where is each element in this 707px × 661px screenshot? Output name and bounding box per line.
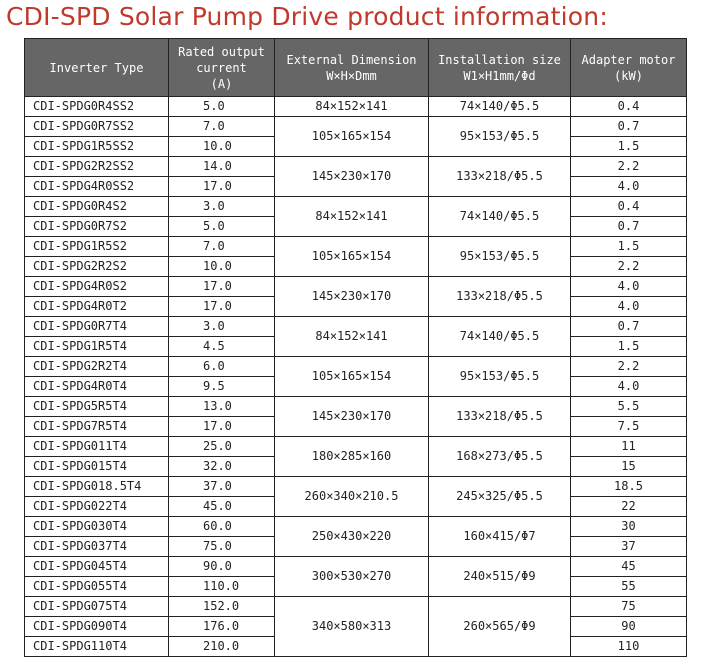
external-dimension-cell: 145×230×170: [275, 397, 429, 437]
header-external-dimension: [275, 39, 429, 97]
table-row: [25, 517, 687, 537]
table-body: [25, 97, 687, 657]
rated-current-cell: 210.0: [169, 637, 275, 657]
table-row: [25, 117, 687, 137]
installation-size-cell: 95×153/Φ5.5: [429, 237, 571, 277]
header-external-dimension-line-1: External Dimension: [286, 52, 417, 67]
adapter-motor-cell: 11: [571, 437, 687, 457]
rated-current-cell: 17.0: [169, 277, 275, 297]
rated-current-cell: 14.0: [169, 157, 275, 177]
table-header: [25, 39, 687, 97]
rated-current-cell: 32.0: [169, 457, 275, 477]
installation-size-cell: 133×218/Φ5.5: [429, 157, 571, 197]
inverter-type-cell: CDI-SPDG4R0T2: [25, 297, 169, 317]
rated-current-cell: 9.5: [169, 377, 275, 397]
external-dimension-cell: 105×165×154: [275, 117, 429, 157]
header-adapter-motor-line-2: (kW): [614, 68, 643, 83]
installation-size-cell: 74×140/Φ5.5: [429, 197, 571, 237]
external-dimension-cell: 180×285×160: [275, 437, 429, 477]
adapter-motor-cell: 4.0: [571, 297, 687, 317]
adapter-motor-cell: 75: [571, 597, 687, 617]
table-row: [25, 157, 687, 177]
header-installation-size-line-1: Installation size: [438, 52, 561, 67]
header-adapter-motor: [571, 39, 687, 97]
adapter-motor-cell: 0.4: [571, 197, 687, 217]
adapter-motor-cell: 0.4: [571, 97, 687, 117]
header-rated-current: [169, 39, 275, 97]
inverter-type-cell: CDI-SPDG4R0SS2: [25, 177, 169, 197]
external-dimension-cell: 145×230×170: [275, 277, 429, 317]
adapter-motor-cell: 1.5: [571, 237, 687, 257]
adapter-motor-cell: 0.7: [571, 117, 687, 137]
adapter-motor-cell: 2.2: [571, 357, 687, 377]
table-row: [25, 357, 687, 377]
rated-current-cell: 45.0: [169, 497, 275, 517]
table-row: [25, 317, 687, 337]
rated-current-cell: 3.0: [169, 317, 275, 337]
rated-current-cell: 10.0: [169, 137, 275, 157]
installation-size-cell: 74×140/Φ5.5: [429, 317, 571, 357]
external-dimension-cell: 84×152×141: [275, 97, 429, 117]
inverter-type-cell: CDI-SPDG4R0S2: [25, 277, 169, 297]
page-title: CDI-SPD Solar Pump Drive product information:: [6, 2, 608, 31]
adapter-motor-cell: 0.7: [571, 217, 687, 237]
header-installation-size: [429, 39, 571, 97]
adapter-motor-cell: 90: [571, 617, 687, 637]
table-row: [25, 97, 687, 117]
inverter-type-cell: CDI-SPDG1R5SS2: [25, 137, 169, 157]
inverter-type-cell: CDI-SPDG2R2S2: [25, 257, 169, 277]
table-row: [25, 477, 687, 497]
inverter-type-cell: CDI-SPDG0R7SS2: [25, 117, 169, 137]
header-inverter-type: [25, 39, 169, 97]
inverter-type-cell: CDI-SPDG090T4: [25, 617, 169, 637]
table-row: [25, 237, 687, 257]
product-spec-table: [24, 38, 687, 657]
external-dimension-cell: 300×530×270: [275, 557, 429, 597]
rated-current-cell: 60.0: [169, 517, 275, 537]
inverter-type-cell: CDI-SPDG0R7T4: [25, 317, 169, 337]
rated-current-cell: 37.0: [169, 477, 275, 497]
adapter-motor-cell: 4.0: [571, 377, 687, 397]
adapter-motor-cell: 110: [571, 637, 687, 657]
adapter-motor-cell: 55: [571, 577, 687, 597]
adapter-motor-cell: 30: [571, 517, 687, 537]
installation-size-cell: 245×325/Φ5.5: [429, 477, 571, 517]
adapter-motor-cell: 1.5: [571, 337, 687, 357]
table-row: [25, 597, 687, 617]
inverter-type-cell: CDI-SPDG030T4: [25, 517, 169, 537]
table-row: [25, 437, 687, 457]
rated-current-cell: 75.0: [169, 537, 275, 557]
installation-size-cell: 95×153/Φ5.5: [429, 117, 571, 157]
rated-current-cell: 5.0: [169, 97, 275, 117]
installation-size-cell: 168×273/Φ5.5: [429, 437, 571, 477]
installation-size-cell: 133×218/Φ5.5: [429, 397, 571, 437]
rated-current-cell: 5.0: [169, 217, 275, 237]
inverter-type-cell: CDI-SPDG015T4: [25, 457, 169, 477]
header-rated-current-line-3: (A): [210, 76, 233, 91]
adapter-motor-cell: 45: [571, 557, 687, 577]
adapter-motor-cell: 2.2: [571, 257, 687, 277]
inverter-type-cell: CDI-SPDG011T4: [25, 437, 169, 457]
table-row: [25, 557, 687, 577]
adapter-motor-cell: 15: [571, 457, 687, 477]
rated-current-cell: 7.0: [169, 117, 275, 137]
adapter-motor-cell: 22: [571, 497, 687, 517]
inverter-type-cell: CDI-SPDG7R5T4: [25, 417, 169, 437]
external-dimension-cell: 105×165×154: [275, 237, 429, 277]
inverter-type-cell: CDI-SPDG1R5T4: [25, 337, 169, 357]
adapter-motor-cell: 1.5: [571, 137, 687, 157]
header-row: [25, 39, 687, 97]
installation-size-cell: 240×515/Φ9: [429, 557, 571, 597]
rated-current-cell: 6.0: [169, 357, 275, 377]
installation-size-cell: 260×565/Φ9: [429, 597, 571, 657]
installation-size-cell: 133×218/Φ5.5: [429, 277, 571, 317]
inverter-type-cell: CDI-SPDG0R7S2: [25, 217, 169, 237]
adapter-motor-cell: 0.7: [571, 317, 687, 337]
rated-current-cell: 7.0: [169, 237, 275, 257]
rated-current-cell: 4.5: [169, 337, 275, 357]
table-row: [25, 277, 687, 297]
external-dimension-cell: 340×580×313: [275, 597, 429, 657]
header-external-dimension-line-2: W×H×Dmm: [326, 68, 377, 83]
adapter-motor-cell: 7.5: [571, 417, 687, 437]
rated-current-cell: 3.0: [169, 197, 275, 217]
adapter-motor-cell: 4.0: [571, 177, 687, 197]
rated-current-cell: 90.0: [169, 557, 275, 577]
external-dimension-cell: 145×230×170: [275, 157, 429, 197]
inverter-type-cell: CDI-SPDG037T4: [25, 537, 169, 557]
rated-current-cell: 13.0: [169, 397, 275, 417]
inverter-type-cell: CDI-SPDG1R5S2: [25, 237, 169, 257]
installation-size-cell: 160×415/Φ7: [429, 517, 571, 557]
rated-current-cell: 110.0: [169, 577, 275, 597]
inverter-type-cell: CDI-SPDG045T4: [25, 557, 169, 577]
adapter-motor-cell: 37: [571, 537, 687, 557]
rated-current-cell: 10.0: [169, 257, 275, 277]
external-dimension-cell: 105×165×154: [275, 357, 429, 397]
inverter-type-cell: CDI-SPDG0R4SS2: [25, 97, 169, 117]
inverter-type-cell: CDI-SPDG055T4: [25, 577, 169, 597]
inverter-type-cell: CDI-SPDG075T4: [25, 597, 169, 617]
inverter-type-cell: CDI-SPDG0R4S2: [25, 197, 169, 217]
external-dimension-cell: 250×430×220: [275, 517, 429, 557]
rated-current-cell: 25.0: [169, 437, 275, 457]
inverter-type-cell: CDI-SPDG2R2SS2: [25, 157, 169, 177]
external-dimension-cell: 84×152×141: [275, 317, 429, 357]
adapter-motor-cell: 18.5: [571, 477, 687, 497]
header-adapter-motor-line-1: Adapter motor: [581, 52, 676, 67]
installation-size-cell: 95×153/Φ5.5: [429, 357, 571, 397]
inverter-type-cell: CDI-SPDG4R0T4: [25, 377, 169, 397]
inverter-type-cell: CDI-SPDG5R5T4: [25, 397, 169, 417]
inverter-type-cell: CDI-SPDG2R2T4: [25, 357, 169, 377]
installation-size-cell: 74×140/Φ5.5: [429, 97, 571, 117]
header-inverter-type-label: Inverter Type: [49, 60, 144, 75]
header-rated-current-line-1: Rated output: [178, 44, 265, 59]
external-dimension-cell: 84×152×141: [275, 197, 429, 237]
rated-current-cell: 176.0: [169, 617, 275, 637]
table-row: [25, 397, 687, 417]
external-dimension-cell: 260×340×210.5: [275, 477, 429, 517]
adapter-motor-cell: 5.5: [571, 397, 687, 417]
header-rated-current-line-2: current: [196, 60, 247, 75]
adapter-motor-cell: 2.2: [571, 157, 687, 177]
rated-current-cell: 152.0: [169, 597, 275, 617]
inverter-type-cell: CDI-SPDG022T4: [25, 497, 169, 517]
inverter-type-cell: CDI-SPDG018.5T4: [25, 477, 169, 497]
rated-current-cell: 17.0: [169, 417, 275, 437]
header-installation-size-line-2: W1×H1mm/Φd: [463, 68, 536, 83]
table-row: [25, 197, 687, 217]
rated-current-cell: 17.0: [169, 177, 275, 197]
rated-current-cell: 17.0: [169, 297, 275, 317]
inverter-type-cell: CDI-SPDG110T4: [25, 637, 169, 657]
adapter-motor-cell: 4.0: [571, 277, 687, 297]
